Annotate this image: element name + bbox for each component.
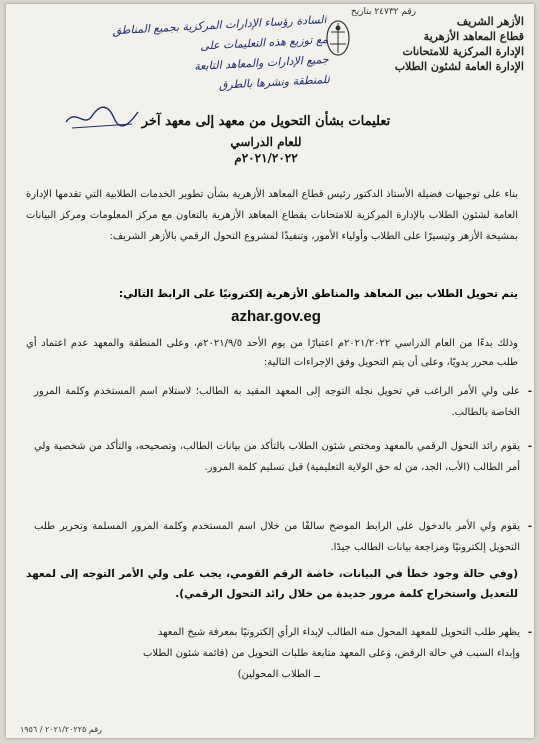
transfer-line: يتم تحويل الطلاب بين المعاهد والمناطق الأزهرية إلكترونيًا على الرابط التالي: bbox=[118, 288, 518, 300]
intro-paragraph: بناء على توجيهات فضيلة الأستاذ الدكتور رئيس قطاع المعاهد الأزهرية بشأن تطوير الخدمات الطلابية التي تقدمها الإدارة العامة لشئون الطلاب بالإدارة المركزية للامتحانات بقطاع المعاهد الأزهرية بالتعاون مع مركز المعلومات ومركز البيانات بمشيخة الأزهر وتيسيرًا على الطلاب وأولياء الأمور، وتنفيذًا لمشروع التحول الرقمي بالأزهر الشريف: bbox=[26, 189, 518, 242]
letterhead-line-4: الإدارة العامة لشئون الطلاب bbox=[394, 60, 524, 73]
second-paragraph: وذلك بدءًا من العام الدراسي ٢٠٢١/٢٠٢٢م اعتبارًا من يوم الأحد ٢٠٢١/٩/٥م، وعلى المنطقة والمعهد عدم اعتماد أي طلب محرر يدويًا، وعلى أن يتم التحويل وفق الإجراءات التالية: bbox=[26, 338, 518, 368]
letterhead-line-1: الأزهر الشريف bbox=[456, 15, 524, 28]
bullet-dash: - bbox=[527, 627, 532, 638]
handwritten-note bbox=[26, 10, 330, 106]
bullet-item-4 bbox=[34, 622, 532, 685]
letterhead-line-2: قطاع المعاهد الأزهرية bbox=[423, 30, 524, 43]
bullet-4-line-3: ــ الطلاب المحولين) bbox=[237, 669, 320, 680]
handwritten-line-1: السادة رؤساء الإدارات المركزية بجميع المناطق bbox=[112, 12, 327, 38]
handwritten-line-3: جميع الإدارات والمعاهد التابعة bbox=[193, 52, 329, 73]
bullet-4-line-2: وإبداء السبب في حالة الرفض، وعلى المعهد متابعة طلبات التحويل من (قائمة شئون الطلاب bbox=[142, 648, 520, 659]
bullet-dash: - bbox=[527, 441, 532, 452]
bullet-dash: - bbox=[527, 386, 532, 397]
letterhead-line-3: الإدارة المركزية للامتحانات bbox=[402, 45, 524, 58]
data-error-note: (وفي حالة وجود خطأ في البيانات، خاصة الرقم القومي، يجب على ولي الأمر التوجه إلى لمعهد للتعديل واستخراج كلمة مرور جديدة من خلال رائد التحول الرقمي). bbox=[26, 568, 518, 600]
bullet-item-3 bbox=[34, 516, 532, 558]
bullet-item-2 bbox=[34, 436, 532, 478]
year-value: ٢٠٢١/٢٠٢٢م bbox=[234, 151, 298, 165]
letterhead bbox=[364, 14, 524, 74]
handwritten-line-4: للمنطقة ونشرها بالطرق bbox=[218, 72, 330, 92]
bullet-item-1 bbox=[34, 381, 532, 423]
document-title: تعليمات بشأن التحويل من معهد إلى معهد آخر bbox=[141, 114, 391, 129]
bullet-dash: - bbox=[527, 521, 532, 532]
bullet-4-line-1: يظهر طلب التحويل للمعهد المحول منه الطالب لإبداء الرأي إلكترونيًا بمعرفة شيخ المعهد bbox=[157, 627, 520, 638]
footer-reference: رقم ٢٠٢١/٢٠٢٢٥ / ١٩٥٦ bbox=[20, 725, 102, 734]
handwritten-line-2: مع توزيع هذه التعليمات على bbox=[199, 32, 328, 53]
page-number-stamp: رقم ٢٤٧٣٢ بتاريخ bbox=[350, 7, 416, 17]
document-page bbox=[6, 4, 534, 738]
bullet-text: يقوم رائد التحول الرقمي بالمعهد ومختص شئون الطلاب بالتأكد من بيانات الطالب، وتصحيحه، والتأكد من شخصية ولي أمر الطالب (الأب، الجد، من له حق الولاية التعليمية) قبل تسليم كلمة المرور. bbox=[34, 441, 520, 473]
bullet-text: يقوم ولي الأمر بالدخول على الرابط الموضح سالفًا من خلال اسم المستخدم وكلمة المرور المسلمة وتحرير طلب التحويل إلكترونيًا ومراجعة بيانات الطالب جيدًا. bbox=[34, 521, 520, 553]
azhar-link: azhar.gov.eg bbox=[231, 308, 321, 325]
bullet-text: على ولي الأمر الراغب في تحويل نجله التوجه إلى المعهد المقيد به الطالب؛ لاستلام اسم المستخدم وكلمة المرور الخاصة بالطالب. bbox=[34, 386, 520, 418]
year-label: للعام الدراسي bbox=[230, 135, 302, 149]
